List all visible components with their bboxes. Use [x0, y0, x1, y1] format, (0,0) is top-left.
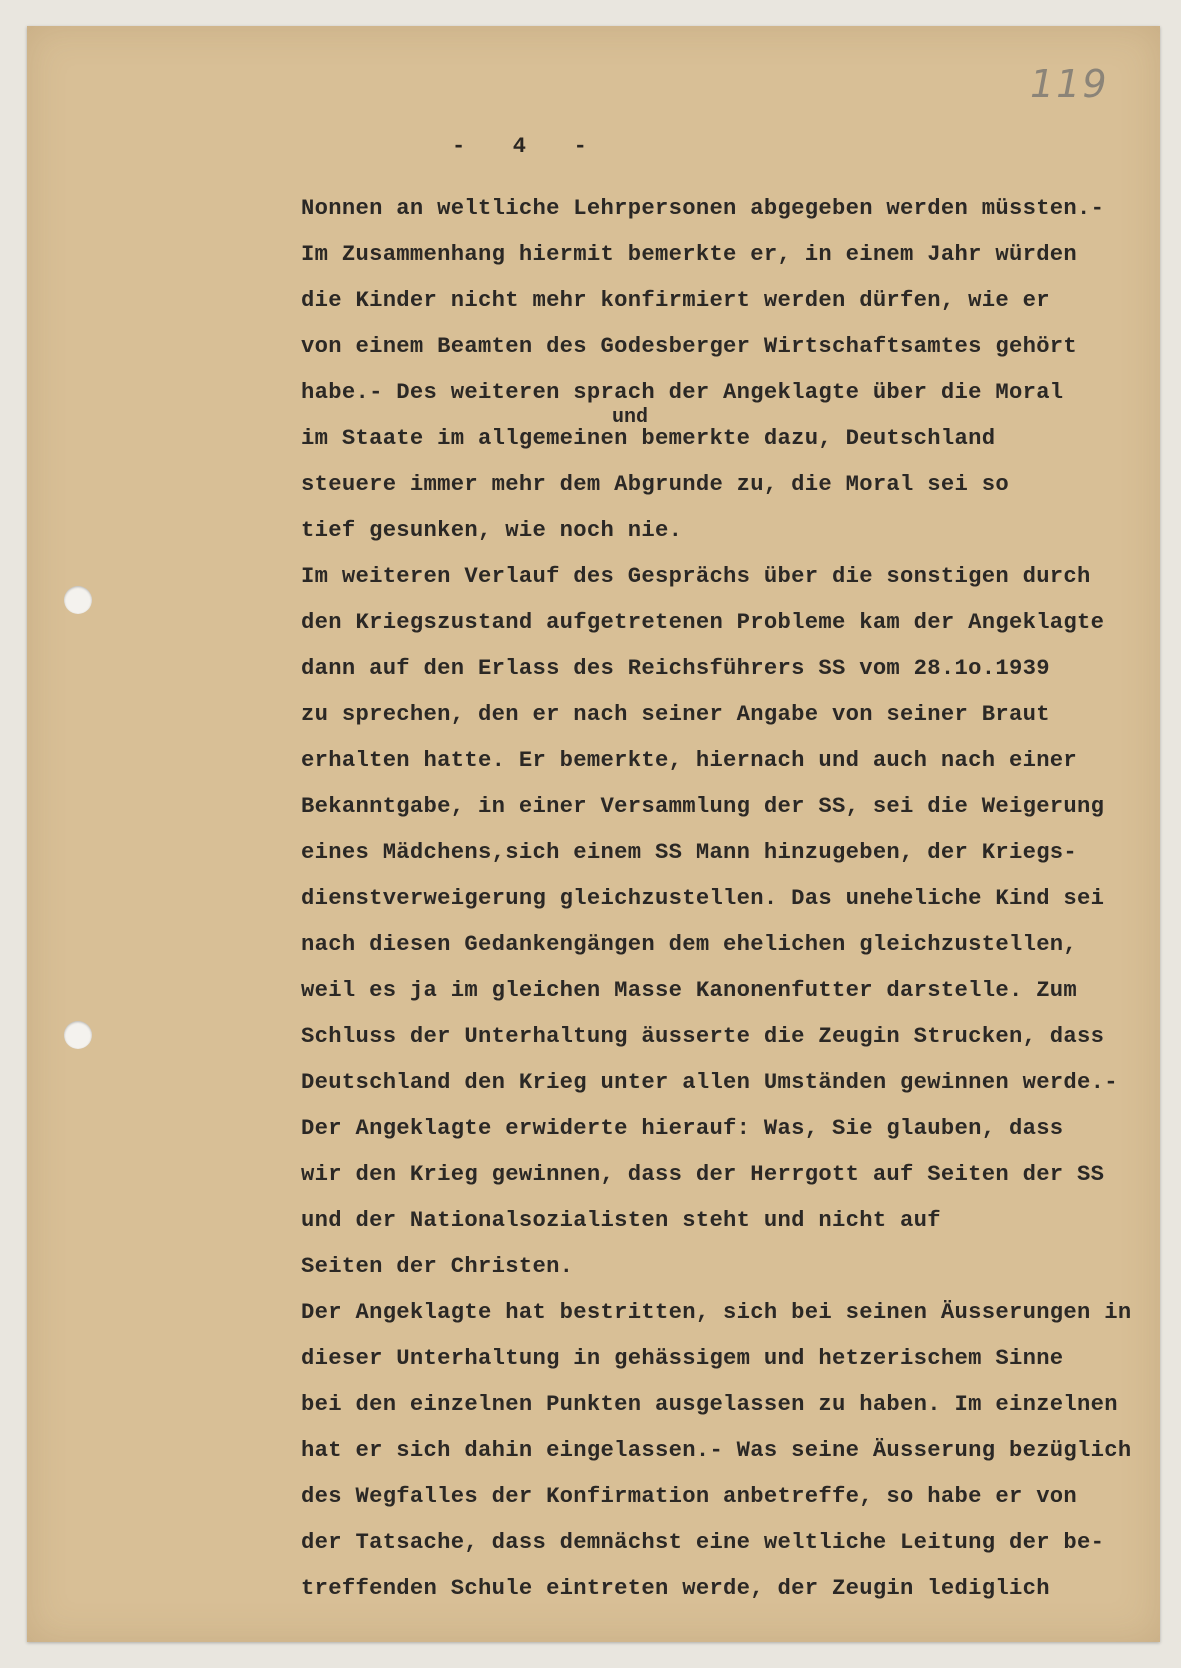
text-line: treffenden Schule eintreten werde, der Zeugin lediglich [301, 1576, 1050, 1601]
text-line: tief gesunken, wie noch nie. [301, 518, 683, 543]
text-line: des Wegfalles der Konfirmation anbetreffe, so habe er von [301, 1484, 1078, 1509]
text-line: hat er sich dahin eingelassen.- Was seine Äusserung bezüglich [301, 1438, 1132, 1463]
text-line: Deutschland den Krieg unter allen Umständen gewinnen werde.- [301, 1070, 1118, 1095]
text-line: die Kinder nicht mehr konfirmiert werden dürfen, wie er [301, 288, 1050, 313]
text-line: im Staate im allgemeinen bemerkte dazu, Deutschland [301, 426, 996, 451]
text-line: dieser Unterhaltung in gehässigem und hetzerischem Sinne [301, 1346, 1064, 1371]
text-line: Seiten der Christen. [301, 1254, 574, 1279]
interlinear-insert: und [612, 406, 649, 429]
text-line: Bekanntgabe, in einer Versammlung der SS, sei die Weigerung [301, 794, 1105, 819]
text-line: habe.- Des weiteren sprach der Angeklagte über die Moral [301, 380, 1064, 405]
folio-mark: 119 [1030, 62, 1109, 106]
text-line: den Kriegszustand aufgetretenen Probleme kam der Angeklagte [301, 610, 1105, 635]
punch-hole [64, 586, 92, 614]
text-line: bei den einzelnen Punkten ausgelassen zu haben. Im einzelnen [301, 1392, 1118, 1417]
text-line: Der Angeklagte erwiderte hierauf: Was, Sie glauben, dass [301, 1116, 1064, 1141]
text-line: zu sprechen, den er nach seiner Angabe von seiner Braut [301, 702, 1050, 727]
text-line: wir den Krieg gewinnen, dass der Herrgott auf Seiten der SS [301, 1162, 1105, 1187]
text-line: dienstverweigerung gleichzustellen. Das uneheliche Kind sei [301, 886, 1105, 911]
text-line: Schluss der Unterhaltung äusserte die Zeugin Strucken, dass [301, 1024, 1105, 1049]
punch-hole [64, 1021, 92, 1049]
text-line: der Tatsache, dass demnächst eine weltliche Leitung der be- [301, 1530, 1105, 1555]
text-line: und der Nationalsozialisten steht und nicht auf [301, 1208, 941, 1233]
text-line: von einem Beamten des Godesberger Wirtschaftsamtes gehört [301, 334, 1078, 359]
text-line: nach diesen Gedankengängen dem ehelichen gleichzustellen, [301, 932, 1078, 957]
text-line: dann auf den Erlass des Reichsführers SS vom 28.1o.1939 [301, 656, 1050, 681]
text-line: Im Zusammenhang hiermit bemerkte er, in einem Jahr würden [301, 242, 1078, 267]
text-line: Nonnen an weltliche Lehrpersonen abgegeben werden müssten.- [301, 196, 1105, 221]
text-line: weil es ja im gleichen Masse Kanonenfutter darstelle. Zum [301, 978, 1078, 1003]
text-line: Der Angeklagte hat bestritten, sich bei seinen Äusserungen in [301, 1300, 1132, 1325]
text-line: eines Mädchens,sich einem SS Mann hinzugeben, der Kriegs- [301, 840, 1078, 865]
text-line: Im weiteren Verlauf des Gesprächs über die sonstigen durch [301, 564, 1091, 589]
text-line: steuere immer mehr dem Abgrunde zu, die Moral sei so [301, 472, 1009, 497]
page-number: - 4 - [452, 134, 589, 159]
text-line: erhalten hatte. Er bemerkte, hiernach und auch nach einer [301, 748, 1078, 773]
